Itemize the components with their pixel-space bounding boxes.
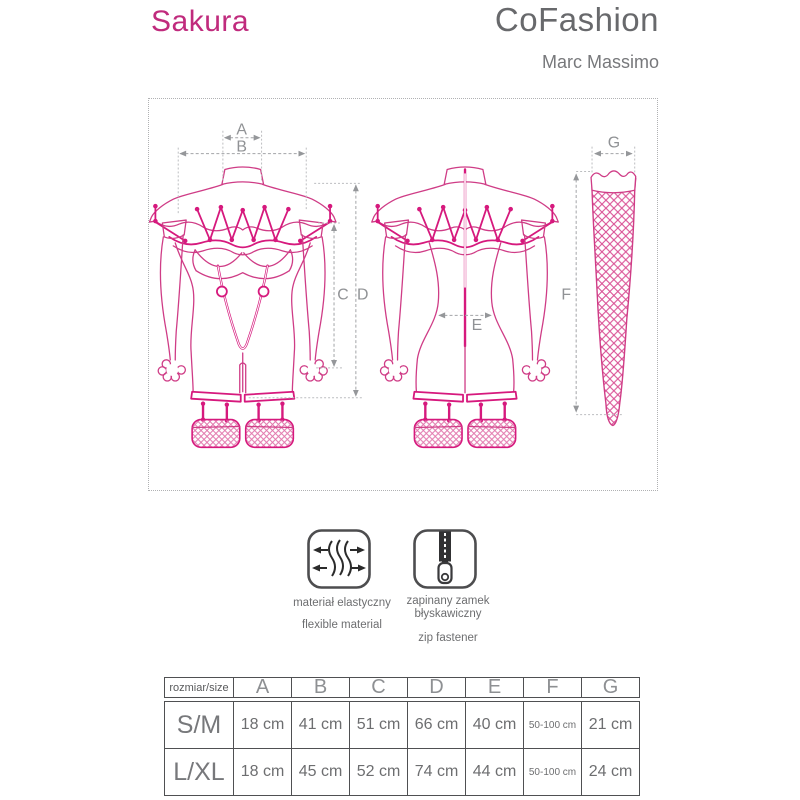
stretch-label-en: flexible material [302,619,382,631]
size-table-header [164,677,640,698]
dim-label-g: G [607,134,621,152]
value-c: 52 cm [349,749,407,795]
col-header-b: B [291,678,349,697]
col-header-a: A [233,678,291,697]
garment-technical-drawing [149,99,656,489]
col-header-d: D [407,678,465,697]
value-g: 21 cm [581,702,639,748]
size-table [164,677,640,796]
size-label: S/M [176,710,222,739]
table-row-lxl [165,748,639,795]
zip-feature [413,529,477,594]
value-e: 44 cm [465,749,523,795]
stretch-label-pl: materiał elastyczny [293,597,391,609]
measurement-diagram [148,98,658,491]
value-b: 45 cm [291,749,349,795]
value-c: 51 cm [349,702,407,748]
col-header-e: E [465,678,523,697]
size-label: L/XL [173,757,225,786]
value-a: 18 cm [233,702,291,748]
dim-label-f: F [561,286,572,304]
zip-label-pl-line2: błyskawiczny [414,608,482,620]
size-table-body [164,701,640,796]
table-row-sm [165,702,639,748]
col-header-g: G [581,678,639,697]
value-f: 50-100 cm [523,749,581,795]
col-header-f: F [523,678,581,697]
product-name: Sakura [151,5,250,38]
value-g: 24 cm [581,749,639,795]
dim-label-e: E [471,317,483,335]
zip-label-pl-line1: zapinany zamek [406,595,490,607]
value-e: 40 cm [465,702,523,748]
front-view-drawing [149,167,336,447]
col-header-c: C [349,678,407,697]
zipper-icon [413,529,477,589]
dim-label-d: D [357,286,369,304]
dim-label-b: B [236,138,248,156]
value-d: 74 cm [407,749,465,795]
dimension-lines [178,122,634,415]
designer-name: Marc Massimo [541,52,659,72]
value-d: 66 cm [407,702,465,748]
zip-label-en: zip fastener [418,632,478,644]
value-f: 50-100 cm [523,702,581,748]
stretch-icon [307,529,371,589]
corner-label: rozmiar/size [169,681,229,694]
dim-label-c: C [337,286,349,304]
stretch-feature [307,529,371,594]
brand-name: CoFashion [494,1,659,38]
value-b: 41 cm [291,702,349,748]
dim-label-a: A [236,121,248,139]
back-view-drawing [372,167,559,447]
stocking-drawing [591,171,636,426]
value-a: 18 cm [233,749,291,795]
